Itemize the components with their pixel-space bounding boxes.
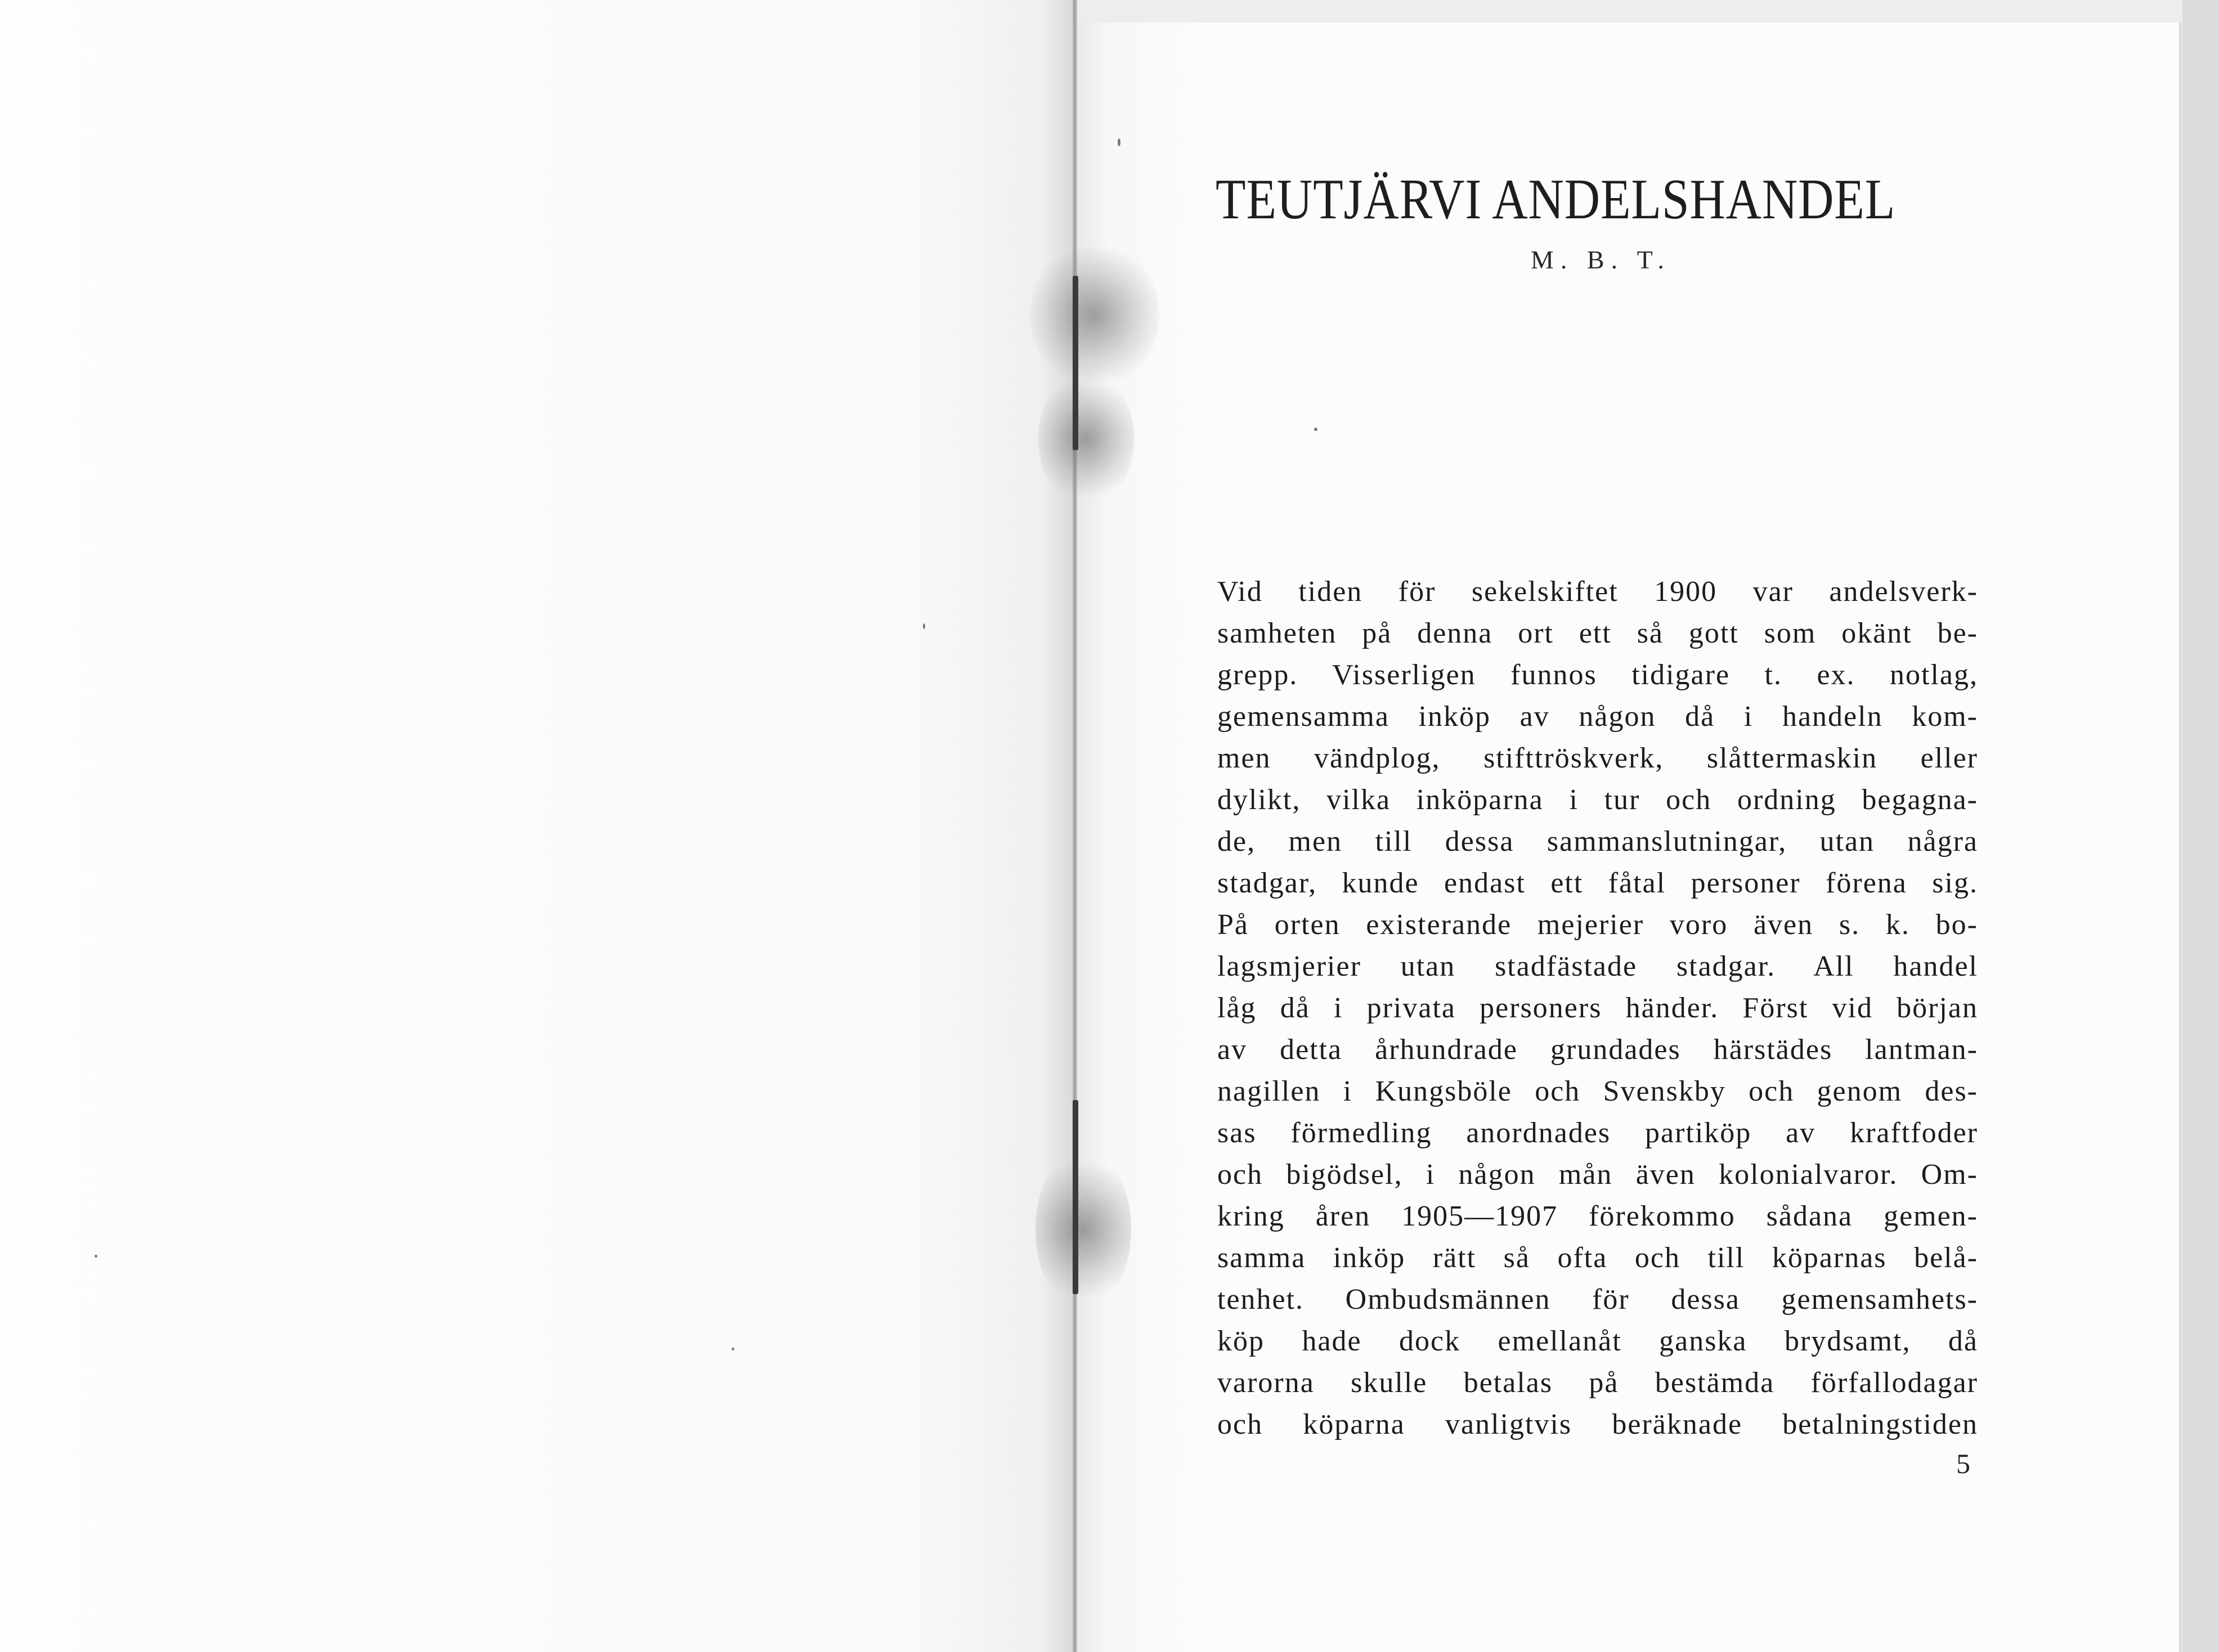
scan-speck (732, 1348, 734, 1350)
staple-rust-stain-upper (1038, 371, 1134, 506)
text-line: Vid tiden för sekelskiftet 1900 var andelsverk- (1217, 576, 1978, 608)
page-title: TEUTJÄRVI ANDELSHANDEL (1216, 168, 1896, 231)
scan-speck (1314, 428, 1317, 431)
staple-top (1073, 276, 1078, 450)
text-line: lagsmjerier utan stadfästade stadgar. All handel (1217, 950, 1978, 982)
staple-rust-stain-lower (1035, 1148, 1131, 1311)
text-line: samheten på denna ort ett så gott som okänt be- (1217, 617, 1978, 649)
text-line: grepp. Visserligen funnos tidigare t. ex. notlag, (1217, 659, 1978, 691)
text-line: köp hade dock emellanåt ganska brydsamt, då (1217, 1325, 1978, 1357)
text-line: stadgar, kunde endast ett fåtal personer förena sig. (1217, 867, 1978, 899)
left-page-blank (0, 0, 1074, 1652)
text-line: de, men till dessa sammanslutningar, utan några (1217, 825, 1978, 858)
text-line: sas förmedling anordnades partiköp av kraftfoder (1217, 1117, 1978, 1149)
text-line: av detta århundrade grundades härstädes lantman- (1217, 1034, 1978, 1066)
page-subtitle: M. B. T. (1531, 245, 1671, 274)
body-paragraph (1217, 571, 1978, 1446)
text-line: och köparna vanligtvis beräknade betalningstiden (1217, 1408, 1978, 1440)
text-line: På orten existerande mejerier voro även s. k. bo- (1217, 909, 1978, 941)
text-line: nagillen i Kungsböle och Svenskby och genom des- (1217, 1075, 1978, 1107)
scan-speck (923, 623, 925, 629)
scan-background-edge (2182, 0, 2219, 1652)
text-line: men vändplog, stifttröskverk, slåttermaskin eller (1217, 742, 1978, 774)
text-line: låg då i privata personers händer. Först vid början (1217, 992, 1978, 1024)
text-line: varorna skulle betalas på bestämda förfallodagar (1217, 1367, 1978, 1399)
page-number: 5 (1956, 1448, 1970, 1479)
staple-bottom (1073, 1100, 1078, 1294)
scan-speck (1118, 138, 1120, 146)
text-line: dylikt, vilka inköparna i tur och ordning begagna- (1217, 784, 1978, 816)
text-line: samma inköp rätt så ofta och till köparnas belå- (1217, 1242, 1978, 1274)
scan-speck (95, 1255, 97, 1258)
text-line: och bigödsel, i någon mån även kolonialvaror. Om- (1217, 1159, 1978, 1191)
staple-rust-stain-top (1030, 242, 1159, 388)
text-line: tenhet. Ombudsmännen för dessa gemensamhets- (1217, 1283, 1978, 1316)
text-line: gemensamma inköp av någon då i handeln kom- (1217, 701, 1978, 733)
text-line: kring åren 1905—1907 förekommo sådana gemen- (1217, 1200, 1978, 1232)
